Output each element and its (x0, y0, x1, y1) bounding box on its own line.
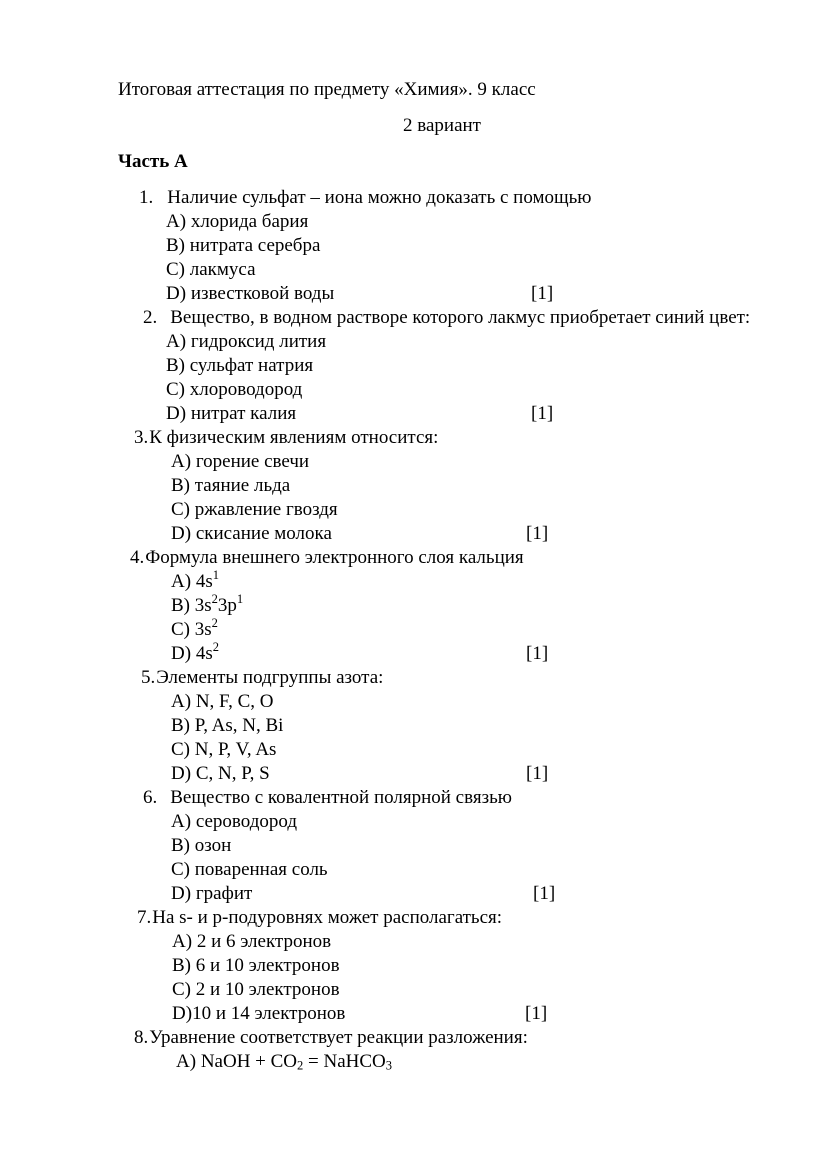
question-block (0, 426, 827, 546)
option-line (0, 858, 827, 882)
question-block (0, 906, 827, 1026)
question-number: 5. (141, 667, 156, 688)
option-text: скисание молока (195, 523, 332, 544)
option-text: N, F, C, O (195, 691, 274, 712)
option-text: P, As, N, Bi (194, 715, 284, 736)
subscript: 3 (385, 1058, 393, 1073)
score-mark: [1] (526, 643, 549, 664)
option-text: хлороводород (189, 379, 303, 400)
superscript: 1 (236, 592, 244, 607)
option-label: A) (166, 331, 187, 352)
option-label: C) (171, 619, 190, 640)
option-text: C, N, P, S (195, 763, 270, 784)
question-text: Формула внешнего электронного слоя кальция (145, 547, 524, 568)
option-line (0, 498, 827, 522)
option-text: ржавление гвоздя (194, 499, 338, 520)
question-line (0, 186, 827, 210)
option-label: C) (171, 739, 190, 760)
option-label: A) (171, 811, 192, 832)
option-line (0, 1002, 827, 1026)
question-number: 3. (134, 427, 149, 448)
question-number: 6. (143, 787, 158, 808)
option-label: D) (171, 763, 192, 784)
question-line (0, 426, 827, 450)
option-label: A) (171, 571, 192, 592)
question-number: 7. (137, 907, 152, 928)
option-label: A) (166, 211, 187, 232)
question-text: К физическим явлениям относится: (149, 427, 439, 448)
option-line (0, 354, 827, 378)
question-number: 4. (130, 547, 145, 568)
option-line (0, 978, 827, 1002)
option-label: B) (171, 835, 190, 856)
superscript: 2 (211, 592, 218, 607)
option-text: нитрат калия (190, 403, 297, 424)
question-block (0, 666, 827, 786)
option-text: сульфат натрия (189, 355, 314, 376)
option-text: нитрата серебра (189, 235, 321, 256)
question-line (0, 306, 827, 330)
option-label: B) (172, 955, 191, 976)
option-text: гидроксид лития (190, 331, 327, 352)
question-line (0, 546, 827, 570)
option-text: горение свечи (195, 451, 310, 472)
option-label: A) (172, 931, 193, 952)
option-line (0, 570, 827, 594)
part-heading: Часть А (118, 151, 188, 172)
option-line (0, 258, 827, 282)
option-label: D) (171, 523, 192, 544)
option-label: C) (171, 859, 190, 880)
option-line (0, 834, 827, 858)
question-text: Уравнение соответствует реакции разложения: (149, 1027, 528, 1048)
subscript: 2 (297, 1058, 304, 1073)
question-line (0, 1026, 827, 1050)
option-line (0, 930, 827, 954)
option-line (0, 690, 827, 714)
option-label: D) (171, 643, 192, 664)
option-line (0, 210, 827, 234)
option-line (0, 1050, 827, 1074)
option-line (0, 810, 827, 834)
option-text: графит (195, 883, 253, 904)
question-number: 2. (143, 307, 158, 328)
question-text: Элементы подгруппы азота: (156, 667, 384, 688)
score-mark: [1] (525, 1003, 548, 1024)
option-line (0, 762, 827, 786)
question-text: На s- и p-подуровнях может располагаться: (152, 907, 503, 928)
option-line (0, 642, 827, 666)
option-label: C) (166, 379, 185, 400)
question-line (0, 666, 827, 690)
option-label: D) (166, 403, 187, 424)
question-text: Вещество с ковалентной полярной связью (170, 787, 512, 808)
score-mark: [1] (531, 403, 554, 424)
option-text: 2 и 10 электронов (195, 979, 340, 1000)
option-label: A) (176, 1051, 197, 1072)
option-label: B) (166, 235, 185, 256)
option-line (0, 522, 827, 546)
option-line (0, 738, 827, 762)
option-label: C) (171, 499, 190, 520)
option-text: N, P, V, As (194, 739, 277, 760)
question-list (0, 186, 827, 1074)
option-line (0, 594, 827, 618)
option-text: поваренная соль (194, 859, 328, 880)
option-line (0, 474, 827, 498)
option-line (0, 714, 827, 738)
superscript: 2 (212, 640, 219, 655)
option-label: D) (172, 1003, 193, 1024)
question-block (0, 1026, 827, 1074)
option-label: D) (171, 883, 192, 904)
option-line (0, 282, 827, 306)
option-line (0, 450, 827, 474)
option-label: B) (171, 595, 190, 616)
option-label: C) (172, 979, 191, 1000)
option-label: B) (166, 355, 185, 376)
option-label: A) (171, 451, 192, 472)
option-line (0, 618, 827, 642)
question-number: 8. (134, 1027, 149, 1048)
option-label: A) (171, 691, 192, 712)
option-text-continued: 3p (217, 595, 237, 616)
option-text: 3s (194, 619, 212, 640)
option-text: 2 и 6 электронов (196, 931, 332, 952)
question-text: Наличие сульфат – иона можно доказать с помощью (167, 187, 592, 208)
option-label: B) (171, 475, 190, 496)
score-mark: [1] (531, 283, 554, 304)
option-text: NaOH + CO (200, 1051, 298, 1072)
option-line (0, 882, 827, 906)
option-text: 4s (195, 643, 213, 664)
option-line (0, 234, 827, 258)
option-line (0, 378, 827, 402)
question-line (0, 786, 827, 810)
page-title: Итоговая аттестация по предмету «Химия». 9 класс (118, 79, 536, 100)
option-line (0, 330, 827, 354)
question-line (0, 906, 827, 930)
option-text: 3s (194, 595, 212, 616)
option-text-continued: = NaHCO (303, 1051, 386, 1072)
option-text: озон (194, 835, 232, 856)
question-block (0, 306, 827, 426)
option-label: B) (171, 715, 190, 736)
option-text: лакмуса (189, 259, 256, 280)
superscript: 2 (211, 616, 218, 631)
option-label: D) (166, 283, 187, 304)
score-mark: [1] (526, 523, 549, 544)
option-text: 10 и 14 электронов (192, 1003, 346, 1024)
option-line (0, 954, 827, 978)
option-text: 4s (195, 571, 213, 592)
question-block (0, 546, 827, 666)
superscript: 1 (212, 568, 219, 583)
question-block (0, 186, 827, 306)
score-mark: [1] (533, 883, 556, 904)
question-text: Вещество, в водном растворе которого лакмус приобретает синий цвет: (170, 307, 751, 328)
question-block (0, 786, 827, 906)
option-text: сероводород (195, 811, 297, 832)
question-number: 1. (139, 187, 154, 208)
variant-label: 2 вариант (403, 115, 481, 136)
option-text: хлорида бария (190, 211, 309, 232)
option-text: таяние льда (194, 475, 291, 496)
option-text: известковой воды (190, 283, 335, 304)
option-line (0, 402, 827, 426)
option-label: C) (166, 259, 185, 280)
option-text: 6 и 10 электронов (195, 955, 340, 976)
score-mark: [1] (526, 763, 549, 784)
